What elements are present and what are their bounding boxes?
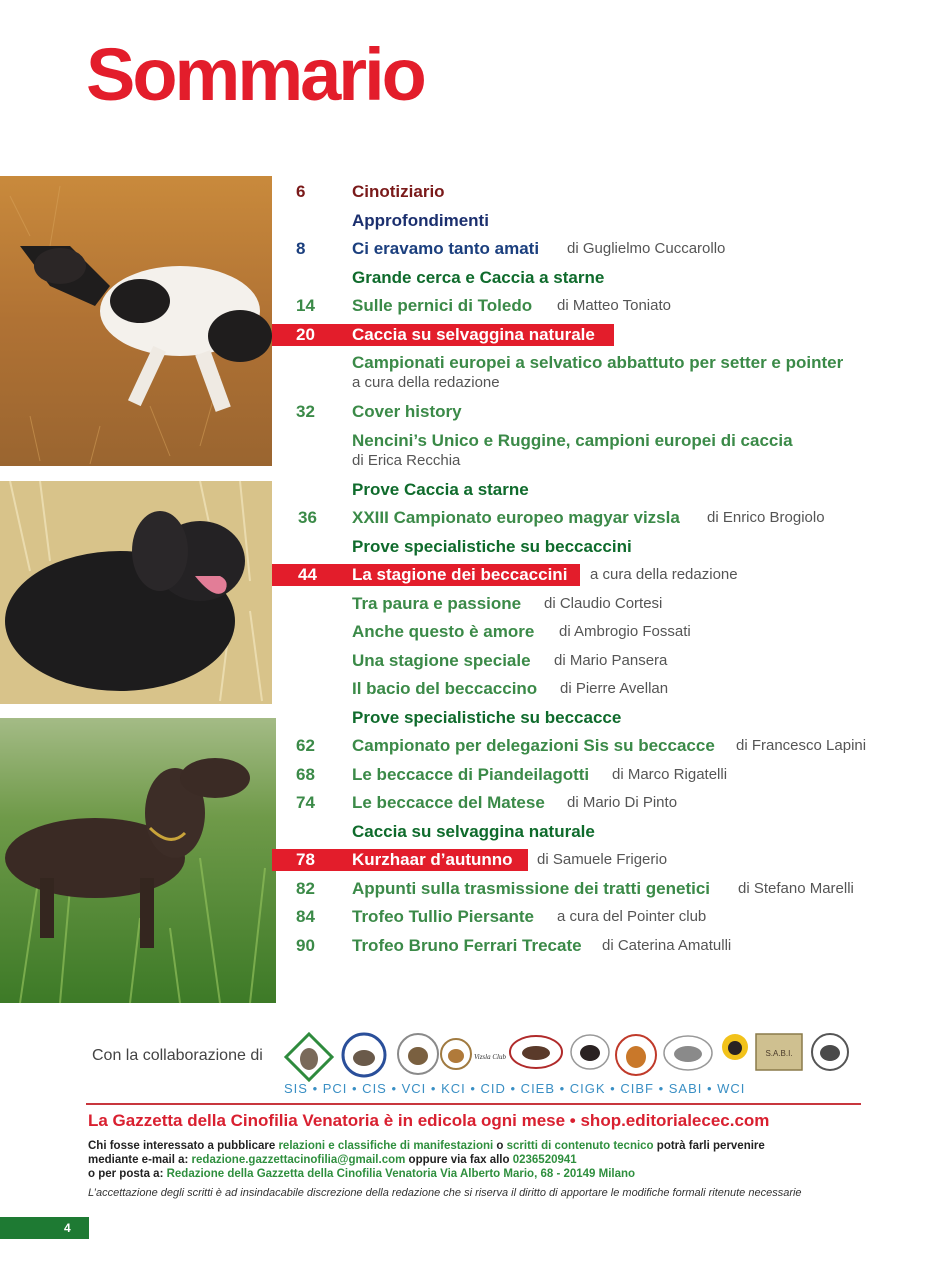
- photo-spaniel-running: [0, 176, 272, 466]
- gazzetta-banner: La Gazzetta della Cinofilia Venatoria è in edicola ogni mese • shop.editorialecec.com: [88, 1111, 770, 1130]
- page-title: Sommario: [86, 33, 424, 116]
- photo-brown-dog-grass: [0, 718, 276, 1003]
- cis-logo-icon: [396, 1032, 440, 1076]
- collaboration-label: Con la collaborazione di: [92, 1047, 263, 1064]
- cieb-logo-icon: [614, 1032, 658, 1078]
- kci-logo-icon: [508, 1032, 564, 1072]
- photo-black-dog-straw: [0, 481, 272, 704]
- sis-logo-icon: [284, 1032, 334, 1082]
- disclaimer-note: L’accettazione degli scritti è ad insindacabile discrezione della redazione che si riserva il diritto di apportare le modifiche formali ritenute necessarie: [88, 1187, 802, 1199]
- info-line-2: mediante e-mail a: redazione.gazzettacinofilia@gmail.com oppure via fax allo 0236520941: [88, 1154, 577, 1166]
- cibf-logo-icon: [720, 1032, 750, 1062]
- info-line-1: Chi fosse interessato a pubblicare relazioni e classifiche di manifestazioni o scritti di contenuto tecnico potrà farli pervenire: [88, 1140, 765, 1152]
- email-link[interactable]: redazione.gazzettacinofilia@gmail.com: [191, 1154, 406, 1166]
- club-logos: [284, 1032, 854, 1082]
- pci-logo-icon: [341, 1032, 387, 1078]
- wci-logo-icon: [810, 1032, 850, 1072]
- page-number: 4: [64, 1221, 71, 1235]
- sabi-logo-icon: [754, 1032, 804, 1072]
- info-line-3: o per posta a: Redazione della Gazzetta della Cinofilia Venatoria Via Alberto Mario, 68 - 20149 Milano: [88, 1168, 636, 1180]
- cid-logo-icon: [569, 1032, 611, 1072]
- vci-logo-icon: [440, 1032, 506, 1076]
- svg-text:Vizsla Club: Vizsla Club: [474, 1053, 506, 1061]
- divider: [86, 1103, 861, 1105]
- svg-text:S.A.B.I.: S.A.B.I.: [765, 1049, 793, 1058]
- page-number-bar: [0, 1217, 89, 1239]
- cigk-logo-icon: [662, 1032, 714, 1074]
- club-abbreviations: SIS • PCI • CIS • VCI • KCI • CID • CIEB • CIGK • CIBF • SABI • WCI: [284, 1081, 746, 1096]
